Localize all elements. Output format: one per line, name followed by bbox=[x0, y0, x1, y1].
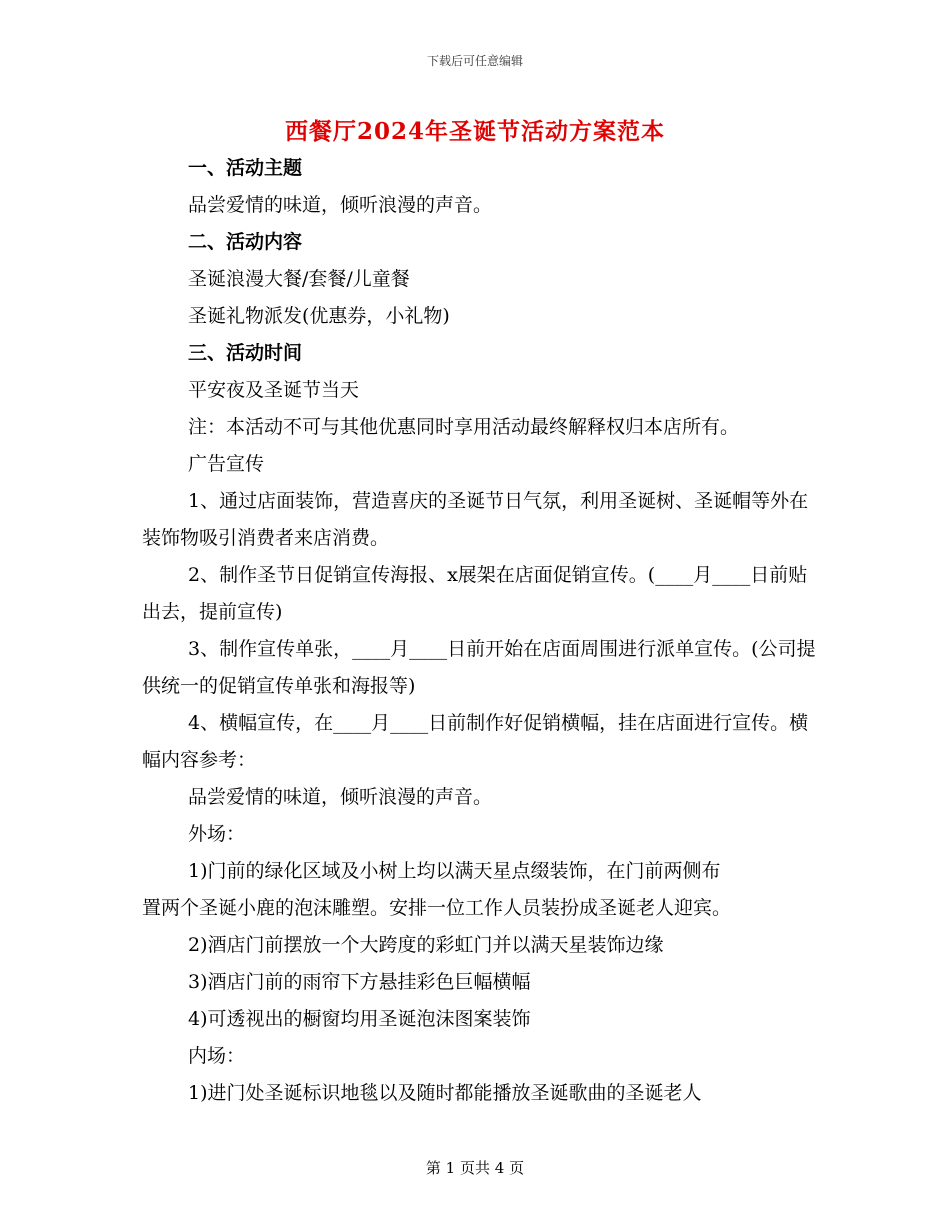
outdoor-item-1-line-1: 1)门前的绿化区域及小树上均以满天星点缀装饰，在门前两侧布 bbox=[188, 860, 721, 882]
indoor-label: 内场： bbox=[188, 1045, 246, 1067]
ad-item-3: 3、制作宣传单张，____月____日前开始在店面周围进行派单宣传。(公司提供统一的促销宣传单张和海报等) bbox=[142, 638, 816, 697]
outdoor-item-4: 4)可透视出的橱窗均用圣诞泡沫图案装饰 bbox=[188, 1008, 531, 1030]
heading-content: 二、活动内容 bbox=[188, 231, 303, 253]
heading-theme: 一、活动主题 bbox=[188, 157, 303, 179]
ad-item-2: 2、制作圣节日促销宣传海报、x展架在店面促销宣传。(____月____日前贴出去，提前宣传) bbox=[142, 564, 808, 623]
ad-item-1: 1、通过店面装饰，营造喜庆的圣诞节日气氛，利用圣诞树、圣诞帽等外在装饰物吸引消费者来店消费。 bbox=[142, 490, 809, 549]
heading-time: 三、活动时间 bbox=[188, 342, 303, 364]
time-text: 平安夜及圣诞节当天 bbox=[188, 379, 360, 401]
document-body bbox=[142, 150, 822, 1112]
banner-text: 品尝爱情的味道，倾听浪漫的声音。 bbox=[188, 786, 493, 808]
content-item-2: 圣诞礼物派发(优惠券，小礼物) bbox=[188, 305, 450, 327]
page-footer: 第 1 页共 4 页 bbox=[425, 1159, 525, 1177]
outdoor-label: 外场： bbox=[188, 823, 246, 845]
document-title: 西餐厅2024年圣诞节活动方案范本 bbox=[284, 118, 665, 145]
ad-item-4: 4、横幅宣传，在____月____日前制作好促销横幅，挂在店面进行宣传。横幅内容参考： bbox=[142, 712, 809, 771]
content-item-1: 圣诞浪漫大餐/套餐/儿童餐 bbox=[188, 268, 410, 290]
theme-text: 品尝爱情的味道，倾听浪漫的声音。 bbox=[188, 194, 493, 216]
page-header: 下载后可任意编辑 bbox=[426, 54, 523, 68]
outdoor-item-3: 3)酒店门前的雨帘下方悬挂彩色巨幅横幅 bbox=[188, 971, 531, 993]
outdoor-item-1-line-2: 置两个圣诞小鹿的泡沫雕塑。安排一位工作人员装扮成圣诞老人迎宾。 bbox=[142, 897, 732, 919]
ad-label: 广告宣传 bbox=[188, 453, 265, 475]
outdoor-item-2: 2)酒店门前摆放一个大跨度的彩虹门并以满天星装饰边缘 bbox=[188, 934, 664, 956]
note-text: 注：本活动不可与其他优惠同时享用活动最终解释权归本店所有。 bbox=[188, 416, 740, 438]
indoor-item-1: 1)进门处圣诞标识地毯以及随时都能播放圣诞歌曲的圣诞老人 bbox=[188, 1082, 702, 1104]
